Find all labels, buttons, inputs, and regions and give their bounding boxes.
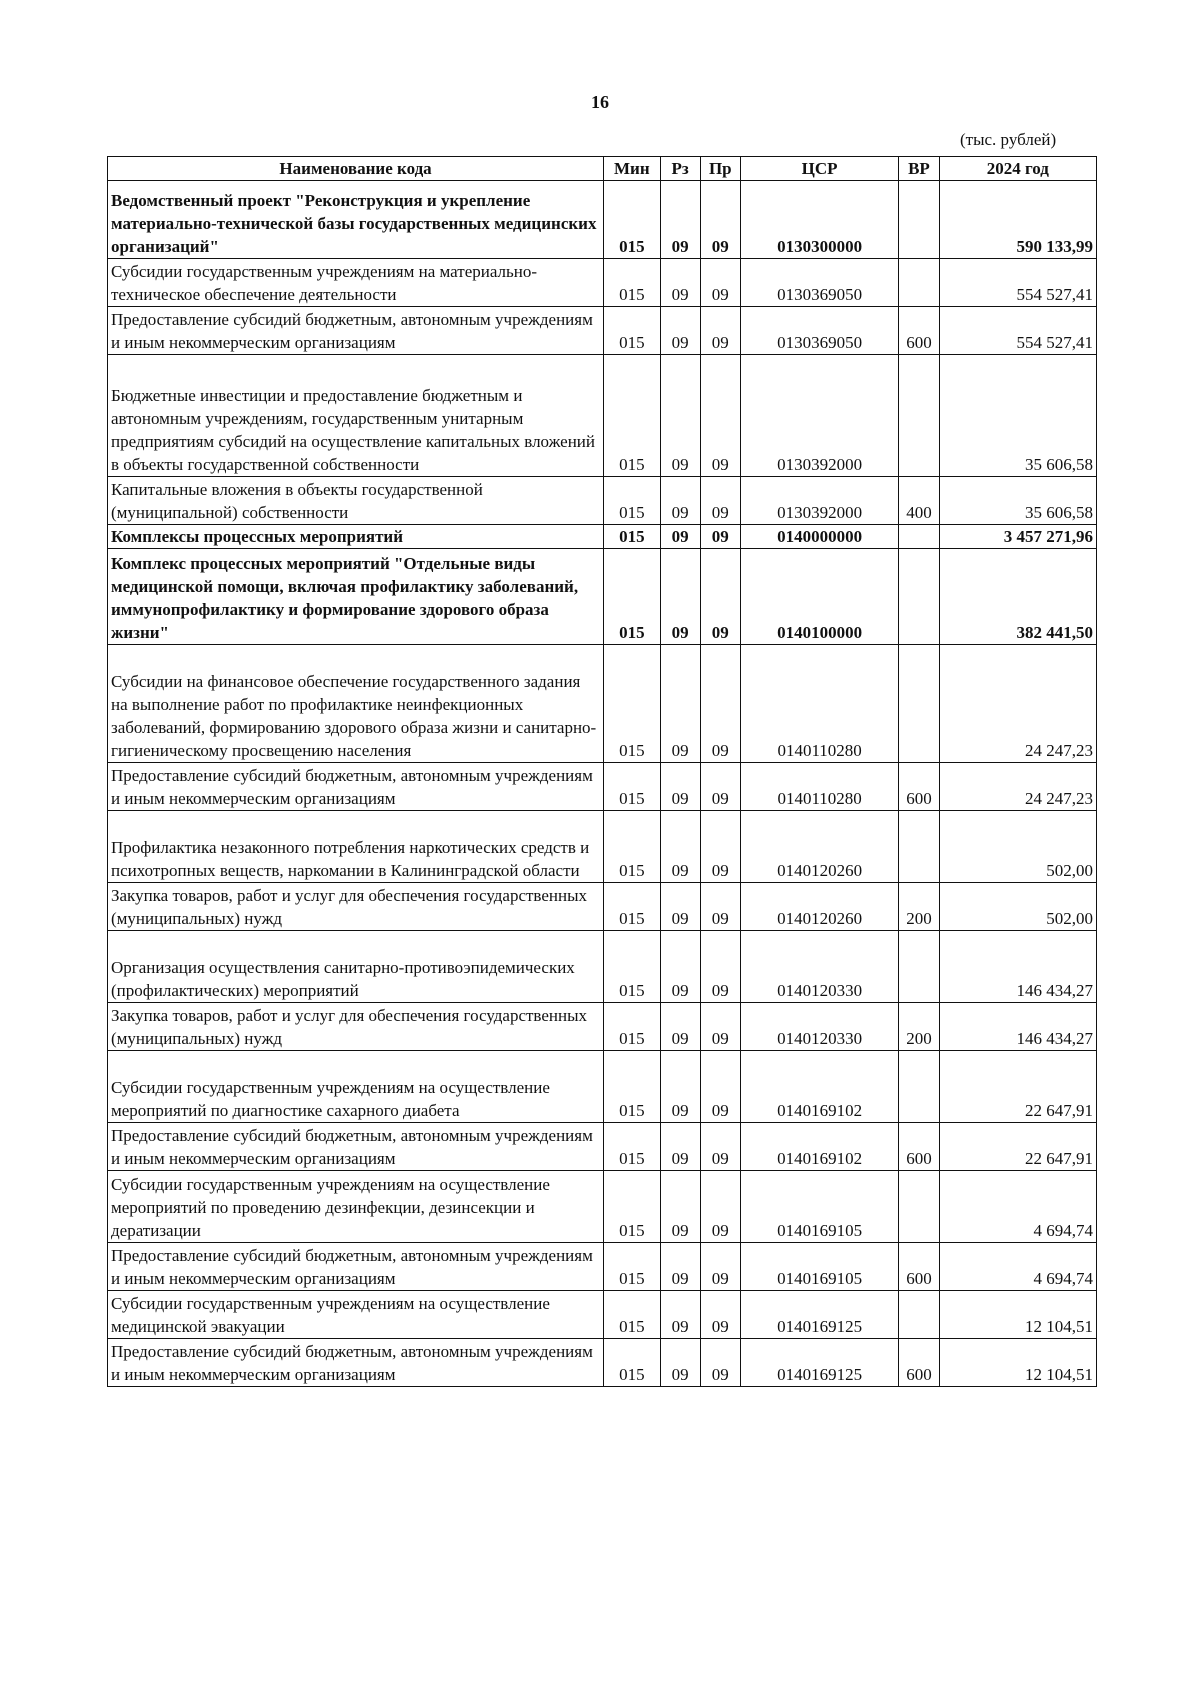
cell-rz: 09 (660, 355, 700, 477)
cell-amount: 12 104,51 (939, 1339, 1096, 1387)
cell-amount: 4 694,74 (939, 1171, 1096, 1243)
cell-vr: 600 (899, 1243, 939, 1291)
cell-pr: 09 (700, 1123, 740, 1171)
table-row (108, 1171, 1097, 1243)
cell-name: Закупка товаров, работ и услуг для обеспечения государственных (муниципальных) нужд (108, 883, 604, 931)
cell-vr: 200 (899, 1003, 939, 1051)
cell-amount: 12 104,51 (939, 1291, 1096, 1339)
cell-vr: 200 (899, 883, 939, 931)
cell-pr: 09 (700, 1051, 740, 1123)
cell-amount: 35 606,58 (939, 355, 1096, 477)
cell-csr: 0140100000 (740, 549, 899, 645)
cell-rz: 09 (660, 1339, 700, 1387)
cell-amount: 502,00 (939, 811, 1096, 883)
header-vr: ВР (899, 157, 939, 181)
cell-csr: 0140110280 (740, 645, 899, 763)
budget-table (107, 156, 1097, 1387)
cell-csr: 0130300000 (740, 181, 899, 259)
cell-amount: 35 606,58 (939, 477, 1096, 525)
cell-min: 015 (604, 355, 660, 477)
cell-rz: 09 (660, 1051, 700, 1123)
cell-vr: 400 (899, 477, 939, 525)
cell-name: Субсидии государственным учреждениям на осуществление мероприятий по диагностике сахарного диабета (108, 1051, 604, 1123)
cell-rz: 09 (660, 259, 700, 307)
cell-vr (899, 645, 939, 763)
table-row (108, 477, 1097, 525)
units-label: (тыс. рублей) (960, 130, 1057, 149)
table-header-row (108, 157, 1097, 181)
cell-rz: 09 (660, 1123, 700, 1171)
cell-min: 015 (604, 1003, 660, 1051)
table-row (108, 1339, 1097, 1387)
cell-amount: 502,00 (939, 883, 1096, 931)
cell-pr: 09 (700, 307, 740, 355)
cell-pr: 09 (700, 477, 740, 525)
table-row (108, 525, 1097, 549)
header-name: Наименование кода (108, 157, 604, 181)
cell-rz: 09 (660, 645, 700, 763)
cell-pr: 09 (700, 1003, 740, 1051)
cell-csr: 0140169102 (740, 1051, 899, 1123)
cell-pr: 09 (700, 549, 740, 645)
table-row (108, 549, 1097, 645)
cell-vr (899, 931, 939, 1003)
cell-vr: 600 (899, 1339, 939, 1387)
cell-name: Организация осуществления санитарно-противоэпидемических (профилактических) мероприятий (108, 931, 604, 1003)
cell-pr: 09 (700, 1243, 740, 1291)
table-row (108, 931, 1097, 1003)
cell-csr: 0130369050 (740, 307, 899, 355)
table-body (108, 181, 1097, 1387)
cell-name: Субсидии государственным учреждениям на осуществление мероприятий по проведению дезинфекции, дезинсекции и дератизации (108, 1171, 604, 1243)
cell-vr (899, 355, 939, 477)
cell-name: Предоставление субсидий бюджетным, автономным учреждениям и иным некоммерческим организациям (108, 307, 604, 355)
cell-rz: 09 (660, 307, 700, 355)
cell-csr: 0130392000 (740, 477, 899, 525)
cell-rz: 09 (660, 1171, 700, 1243)
cell-min: 015 (604, 811, 660, 883)
cell-name: Ведомственный проект "Реконструкция и укрепление материально-технической базы государственных медицинских организаций" (108, 181, 604, 259)
cell-min: 015 (604, 1171, 660, 1243)
cell-amount: 4 694,74 (939, 1243, 1096, 1291)
cell-rz: 09 (660, 1243, 700, 1291)
header-pr: Пр (700, 157, 740, 181)
cell-csr: 0140120260 (740, 811, 899, 883)
cell-min: 015 (604, 181, 660, 259)
cell-vr: 600 (899, 1123, 939, 1171)
cell-name: Комплекс процессных мероприятий "Отдельные виды медицинской помощи, включая профилактику заболеваний, иммунопрофилактику и формирование здорового образа жизни" (108, 549, 604, 645)
table-row (108, 883, 1097, 931)
cell-csr: 0140110280 (740, 763, 899, 811)
cell-rz: 09 (660, 1003, 700, 1051)
cell-amount: 146 434,27 (939, 931, 1096, 1003)
cell-rz: 09 (660, 1291, 700, 1339)
cell-name: Предоставление субсидий бюджетным, автономным учреждениям и иным некоммерческим организациям (108, 763, 604, 811)
table-row (108, 259, 1097, 307)
cell-min: 015 (604, 763, 660, 811)
cell-min: 015 (604, 259, 660, 307)
cell-vr (899, 811, 939, 883)
table-row (108, 1243, 1097, 1291)
cell-name: Капитальные вложения в объекты государственной (муниципальной) собственности (108, 477, 604, 525)
cell-name: Субсидии государственным учреждениям на осуществление медицинской эвакуации (108, 1291, 604, 1339)
cell-vr (899, 181, 939, 259)
cell-vr (899, 259, 939, 307)
cell-min: 015 (604, 883, 660, 931)
table-row (108, 1291, 1097, 1339)
cell-csr: 0130392000 (740, 355, 899, 477)
cell-rz: 09 (660, 763, 700, 811)
cell-amount: 146 434,27 (939, 1003, 1096, 1051)
cell-rz: 09 (660, 931, 700, 1003)
table-row (108, 1003, 1097, 1051)
table-row (108, 763, 1097, 811)
header-csr: ЦСР (740, 157, 899, 181)
cell-rz: 09 (660, 811, 700, 883)
cell-name: Предоставление субсидий бюджетным, автономным учреждениям и иным некоммерческим организациям (108, 1243, 604, 1291)
table-row (108, 307, 1097, 355)
cell-name: Комплексы процессных мероприятий (108, 525, 604, 549)
cell-min: 015 (604, 645, 660, 763)
cell-name: Закупка товаров, работ и услуг для обеспечения государственных (муниципальных) нужд (108, 1003, 604, 1051)
cell-pr: 09 (700, 181, 740, 259)
table-row (108, 1051, 1097, 1123)
cell-amount: 24 247,23 (939, 645, 1096, 763)
cell-pr: 09 (700, 1291, 740, 1339)
cell-name: Бюджетные инвестиции и предоставление бюджетным и автономным учреждениям, государственным унитарным предприятиям субсидий на осуществление капитальных вложений в объекты государственной собственности (108, 355, 604, 477)
cell-vr: 600 (899, 763, 939, 811)
cell-vr (899, 1051, 939, 1123)
table-row (108, 645, 1097, 763)
cell-min: 015 (604, 549, 660, 645)
cell-name: Профилактика незаконного потребления наркотических средств и психотропных веществ, наркомании в Калининградской области (108, 811, 604, 883)
cell-vr (899, 525, 939, 549)
cell-csr: 0140169125 (740, 1291, 899, 1339)
cell-csr: 0140000000 (740, 525, 899, 549)
header-year: 2024 год (939, 157, 1096, 181)
cell-rz: 09 (660, 181, 700, 259)
cell-min: 015 (604, 931, 660, 1003)
cell-pr: 09 (700, 645, 740, 763)
cell-csr: 0140169102 (740, 1123, 899, 1171)
cell-min: 015 (604, 477, 660, 525)
cell-amount: 22 647,91 (939, 1123, 1096, 1171)
cell-vr (899, 1291, 939, 1339)
cell-amount: 24 247,23 (939, 763, 1096, 811)
cell-amount: 554 527,41 (939, 307, 1096, 355)
cell-min: 015 (604, 525, 660, 549)
cell-pr: 09 (700, 931, 740, 1003)
cell-amount: 554 527,41 (939, 259, 1096, 307)
cell-min: 015 (604, 1123, 660, 1171)
cell-pr: 09 (700, 1171, 740, 1243)
cell-pr: 09 (700, 525, 740, 549)
cell-vr: 600 (899, 307, 939, 355)
cell-pr: 09 (700, 1339, 740, 1387)
cell-pr: 09 (700, 259, 740, 307)
cell-amount: 22 647,91 (939, 1051, 1096, 1123)
page-number: 16 (591, 92, 609, 112)
cell-amount: 382 441,50 (939, 549, 1096, 645)
cell-vr (899, 1171, 939, 1243)
cell-csr: 0140169105 (740, 1171, 899, 1243)
cell-amount: 3 457 271,96 (939, 525, 1096, 549)
header-min: Мин (604, 157, 660, 181)
cell-csr: 0140120330 (740, 931, 899, 1003)
cell-pr: 09 (700, 355, 740, 477)
table-row (108, 1123, 1097, 1171)
cell-name: Предоставление субсидий бюджетным, автономным учреждениям и иным некоммерческим организациям (108, 1123, 604, 1171)
cell-pr: 09 (700, 811, 740, 883)
cell-min: 015 (604, 307, 660, 355)
cell-min: 015 (604, 1339, 660, 1387)
cell-rz: 09 (660, 525, 700, 549)
cell-csr: 0130369050 (740, 259, 899, 307)
cell-rz: 09 (660, 549, 700, 645)
cell-name: Субсидии государственным учреждениям на материально-техническое обеспечение деятельности (108, 259, 604, 307)
cell-min: 015 (604, 1051, 660, 1123)
cell-pr: 09 (700, 763, 740, 811)
cell-csr: 0140120260 (740, 883, 899, 931)
cell-vr (899, 549, 939, 645)
cell-amount: 590 133,99 (939, 181, 1096, 259)
header-rz: Рз (660, 157, 700, 181)
table-row (108, 355, 1097, 477)
cell-min: 015 (604, 1291, 660, 1339)
table-row (108, 811, 1097, 883)
cell-name: Субсидии на финансовое обеспечение государственного задания на выполнение работ по профилактике неинфекционных заболеваний, формированию здорового образа жизни и санитарно-гигиеническому просвещению населения (108, 645, 604, 763)
cell-rz: 09 (660, 883, 700, 931)
cell-csr: 0140169105 (740, 1243, 899, 1291)
table-row (108, 181, 1097, 259)
cell-csr: 0140120330 (740, 1003, 899, 1051)
cell-csr: 0140169125 (740, 1339, 899, 1387)
cell-name: Предоставление субсидий бюджетным, автономным учреждениям и иным некоммерческим организациям (108, 1339, 604, 1387)
cell-min: 015 (604, 1243, 660, 1291)
cell-pr: 09 (700, 883, 740, 931)
cell-rz: 09 (660, 477, 700, 525)
